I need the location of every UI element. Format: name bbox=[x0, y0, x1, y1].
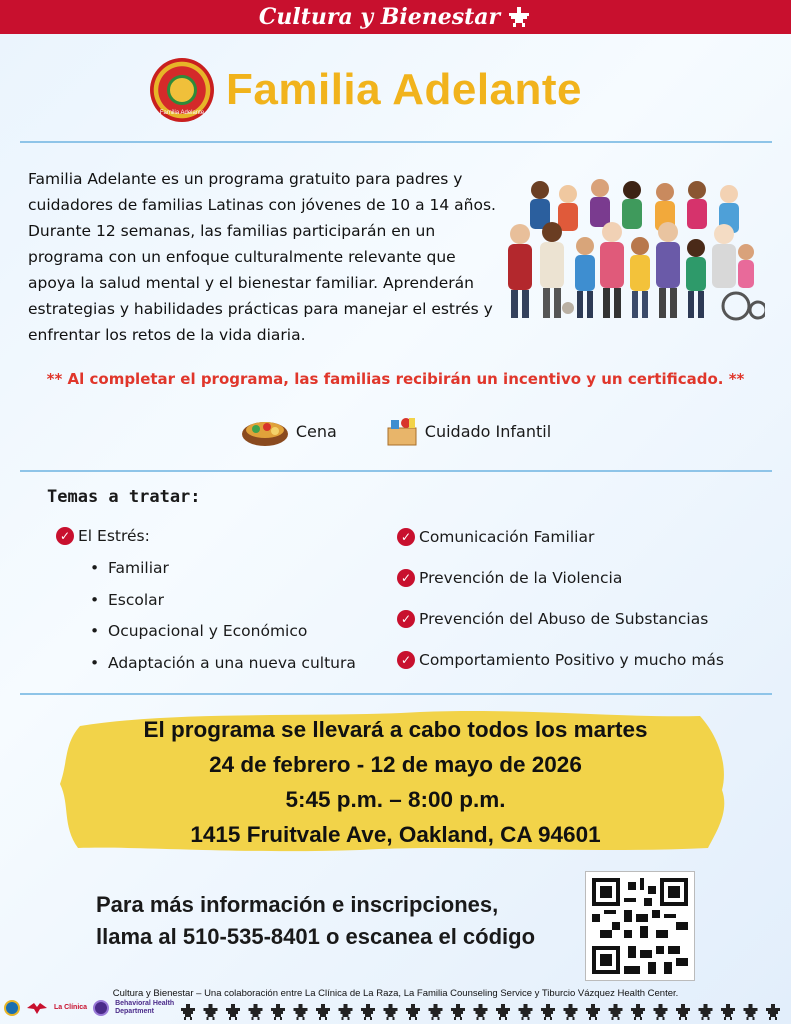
bird-border-icon bbox=[429, 1004, 443, 1020]
bird-border-icon bbox=[766, 1004, 780, 1020]
topics-left-column bbox=[56, 527, 356, 679]
stress-subtopics bbox=[108, 553, 356, 679]
check-icon: ✓ bbox=[397, 610, 415, 628]
divider bbox=[20, 141, 772, 143]
diverse-families-illustration bbox=[500, 176, 765, 322]
la-clinica-logo-text: La Clínica bbox=[54, 1004, 88, 1011]
top-banner bbox=[0, 0, 791, 34]
topics-right-column bbox=[397, 527, 724, 691]
page-title: Familia Adelante bbox=[226, 65, 583, 114]
list-item: • Adaptación a una nueva cultura bbox=[108, 648, 356, 680]
topic-item bbox=[397, 568, 724, 588]
check-icon: ✓ bbox=[56, 527, 74, 545]
topic-item bbox=[397, 650, 724, 670]
schedule-details bbox=[0, 712, 791, 852]
bird-border-icon bbox=[676, 1004, 690, 1020]
logo-text: Familia Adelante bbox=[159, 110, 205, 116]
topic-label: Comportamiento Positivo y mucho más bbox=[419, 651, 725, 669]
bird-border-icon bbox=[744, 1004, 758, 1020]
bird-border-icon bbox=[361, 1004, 375, 1020]
bird-border-icon bbox=[519, 1004, 533, 1020]
bird-border-icon bbox=[316, 1004, 330, 1020]
registration-qr-code[interactable] bbox=[585, 871, 695, 981]
familia-adelante-logo bbox=[150, 58, 214, 122]
list-item: • Familiar bbox=[108, 553, 356, 585]
list-item: • Ocupacional y Económico bbox=[108, 616, 356, 648]
footer-collaboration-note: Cultura y Bienestar – Una colaboración entre La Clínica de La Raza, La Familia Counseling Service y Tiburcio Vázquez Health Center. bbox=[112, 988, 679, 999]
perk-childcare-label: Cuidado Infantil bbox=[424, 421, 552, 441]
perk-dinner-label: Cena bbox=[295, 421, 337, 441]
logo-figures bbox=[167, 75, 197, 105]
bird-border-icon bbox=[226, 1004, 240, 1020]
contact-line-1: Para más información e inscripciones, bbox=[96, 892, 499, 917]
top-banner-text: Cultura y Bienestar bbox=[258, 4, 501, 30]
bird-border-icon bbox=[406, 1004, 420, 1020]
incentive-note: ** Al completar el programa, las familias recibirán un incentivo y un certificado. ** bbox=[46, 370, 745, 388]
bird-border-icon bbox=[339, 1004, 353, 1020]
topic-item bbox=[397, 527, 724, 547]
contact-info bbox=[96, 889, 535, 953]
bird-border-icon bbox=[496, 1004, 510, 1020]
bird-border-icon bbox=[721, 1004, 735, 1020]
bird-border-icon bbox=[699, 1004, 713, 1020]
bird-border-icon bbox=[181, 1004, 195, 1020]
bird-border-icon bbox=[451, 1004, 465, 1020]
divider bbox=[20, 470, 772, 472]
bird-border-icon bbox=[541, 1004, 555, 1020]
check-icon: ✓ bbox=[397, 528, 415, 546]
schedule-dates: 24 de febrero - 12 de mayo de 2026 bbox=[209, 752, 582, 777]
perks-row bbox=[0, 414, 791, 448]
qr-code-icon bbox=[592, 878, 688, 974]
bhd-line-2: Department bbox=[115, 1008, 154, 1015]
check-icon: ✓ bbox=[397, 651, 415, 669]
topic-label: Prevención de la Violencia bbox=[419, 569, 623, 587]
bird-border-icon bbox=[631, 1004, 645, 1020]
bird-border-icon bbox=[654, 1004, 668, 1020]
check-icon: ✓ bbox=[397, 569, 415, 587]
bird-border-icon bbox=[474, 1004, 488, 1020]
divider bbox=[20, 693, 772, 695]
dinner-bowl-icon bbox=[240, 414, 290, 448]
bhd-logo-text bbox=[115, 1000, 174, 1016]
bird-border-icon bbox=[609, 1004, 623, 1020]
bhd-line-1: Behavioral Health bbox=[115, 1000, 175, 1007]
intro-paragraph: Familia Adelante es un programa gratuito para padres y cuidadores de familias Latinas con jóvenes de 10 a 14 años. Durante 12 semanas, las familias participarán en un programa con un enfoque culturalmente relevante que apoya la salud mental y el bienestar familiar. Aprenderán estrategias y habilidades prácticas para manejar el estrés y enfrentar los retos de la vida diaria. bbox=[28, 170, 496, 344]
topic-stress bbox=[56, 527, 356, 545]
perk-dinner bbox=[240, 414, 337, 448]
topic-label: Comunicación Familiar bbox=[419, 528, 595, 546]
program-header bbox=[150, 55, 582, 125]
schedule-address: 1415 Fruitvale Ave, Oakland, CA 94601 bbox=[190, 822, 601, 847]
schedule-time: 5:45 p.m. – 8:00 p.m. bbox=[285, 787, 506, 812]
bird-border-icon bbox=[271, 1004, 285, 1020]
topic-label: Prevención del Abuso de Substancias bbox=[419, 610, 709, 628]
bird-border-icon bbox=[384, 1004, 398, 1020]
contact-line-2: llama al 510-535-8401 o escanea el código bbox=[96, 924, 536, 949]
la-clinica-bird-icon bbox=[26, 1001, 48, 1015]
county-seal-logo bbox=[4, 1000, 20, 1016]
bird-border-icon bbox=[586, 1004, 600, 1020]
bird-border-icon bbox=[294, 1004, 308, 1020]
decorative-bird-border bbox=[180, 1003, 791, 1021]
list-item: • Escolar bbox=[108, 585, 356, 617]
bhd-logo bbox=[93, 1000, 109, 1016]
perk-childcare bbox=[385, 415, 551, 447]
schedule-day: El programa se llevará a cabo todos los martes bbox=[143, 717, 648, 742]
bird-border-icon bbox=[204, 1004, 218, 1020]
bird-border-icon bbox=[564, 1004, 578, 1020]
toy-box-icon bbox=[385, 415, 419, 447]
bird-emblem-icon bbox=[506, 5, 532, 29]
topics-title: Temas a tratar: bbox=[47, 487, 201, 507]
bird-border-icon bbox=[249, 1004, 263, 1020]
topic-stress-label: El Estrés: bbox=[78, 527, 150, 545]
partner-logos bbox=[4, 1000, 174, 1016]
topic-item bbox=[397, 609, 724, 629]
